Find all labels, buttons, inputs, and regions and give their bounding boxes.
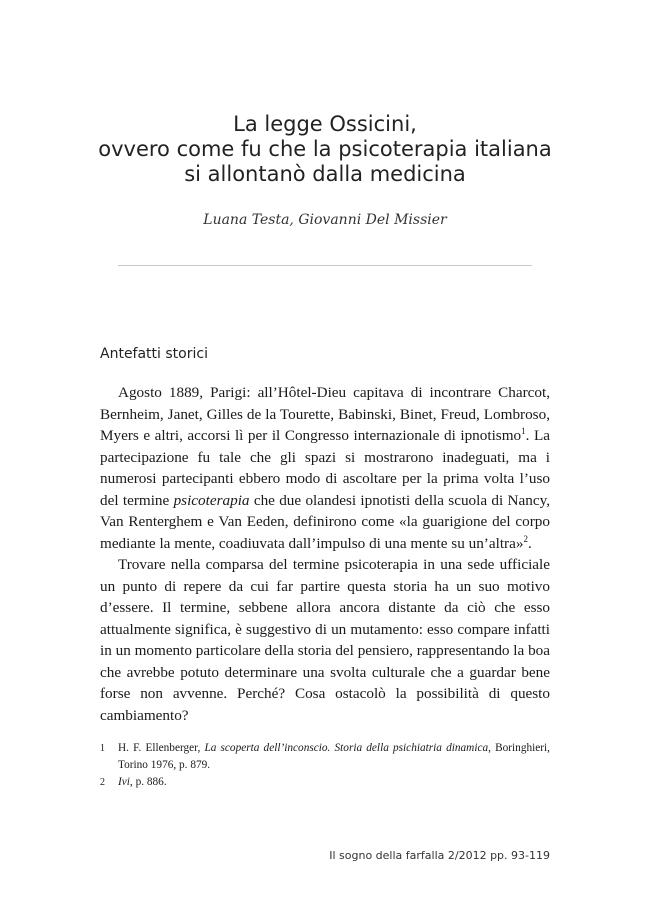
footnote-ref-2[interactable]: 2	[523, 533, 528, 544]
footnote-ref-1[interactable]: 1	[521, 425, 526, 436]
footnote-1-italic: La scoperta dell’inconscio. Storia della psichiatria dinamica	[204, 742, 489, 754]
title-line-2: ovvero come fu che la psicoterapia italiana	[98, 137, 552, 161]
paragraph-1-part-2: . La partecipazione fu tale che gli spazi si mostrarono inadeguati, ma i numerosi partecipanti ebbero modo di ascoltare per la prima volta l’uso del termine	[100, 427, 550, 509]
footnote-2-italic: Ivi	[118, 776, 130, 788]
footnote-2-post: , p. 886.	[129, 776, 167, 788]
paragraph-1-part-1: Agosto 1889, Parigi: all’Hôtel-Dieu capitava di incontrare Charcot, Bernheim, Janet, Gilles de la Tourette, Babinski, Binet, Freud, Lombroso, Myers e altri, accorsi lì per il Congresso internazionale di ipnotismo	[100, 384, 550, 444]
footnote-number: 2	[100, 777, 105, 788]
title-line-1: La legge Ossicini,	[233, 112, 417, 136]
footnote-2	[100, 774, 550, 791]
article-body	[100, 382, 550, 726]
title-line-3: si allontanò dalla medicina	[184, 162, 466, 186]
paragraph-1-part-4: .	[527, 534, 532, 552]
article-authors: Luana Testa, Giovanni Del Missier	[203, 212, 447, 228]
footnote-1-pre: H. F. Ellenberger,	[118, 742, 205, 754]
title-divider	[118, 265, 532, 266]
running-footer: Il sogno della farfalla 2/2012 pp. 93-119	[329, 849, 550, 862]
article-title	[0, 112, 650, 187]
footnote-1-post: , Boringhieri, Torino 1976, p. 879.	[118, 742, 551, 771]
footnote-1	[100, 740, 550, 774]
paragraph-1-italic-term: psicoterapia	[173, 491, 250, 509]
paragraph-2: Trovare nella comparsa del termine psicoterapia in una sede ufficiale un punto di repere da cui far partire questa storia ha un suo motivo d’essere. Il termine, sebbene allora ancora distante da ciò che esso attualmente significa, è suggestivo di un mutamento: esso compare infatti in un momento particolare della storia del pensiero, rappresentando la boa che avrebbe potuto determinare una svolta culturale che a guardar bene forse non avvenne. Perché? Cosa ostacolò la possibilità di questo cambiamento?	[100, 556, 550, 724]
paragraph-1-part-3: che due olandesi ipnotisti della scuola di Nancy, Van Renterghem e Van Eeden, definirono come «la guarigione del corpo mediante la mente, coadiuvata dall’impulso di una mente su un’altra»	[100, 491, 550, 552]
section-heading: Antefatti storici	[100, 346, 208, 362]
footnote-text	[118, 774, 550, 791]
footnotes	[100, 740, 550, 791]
footnote-number: 1	[100, 743, 105, 754]
footnote-text	[118, 740, 550, 774]
paragraph-1	[100, 382, 550, 554]
